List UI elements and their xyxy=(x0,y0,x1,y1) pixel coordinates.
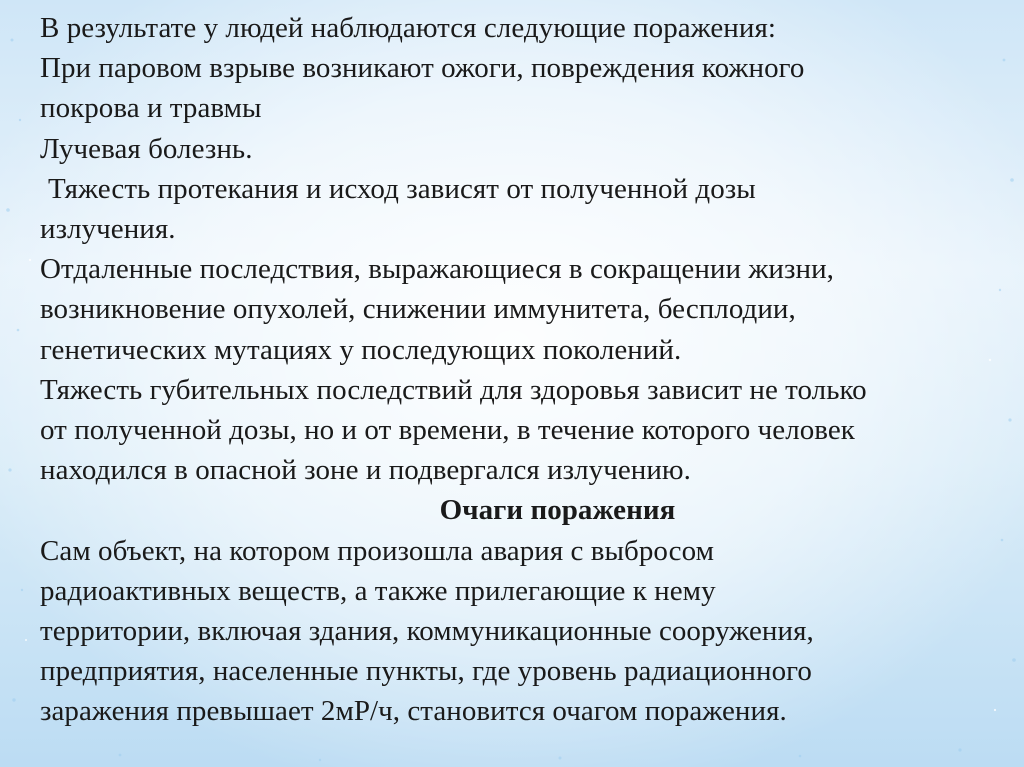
text-line: Тяжесть протекания и исход зависят от полученной дозы xyxy=(48,172,756,205)
text-line: заражения превышает 2мР/ч, становится очагом поражения. xyxy=(40,695,787,728)
text-line: генетических мутациях у последующих поколений. xyxy=(40,333,682,366)
text-line: предприятия, населенные пункты, где уровень радиационного xyxy=(40,655,812,688)
text-line: возникновение опухолей, снижении иммунитета, бесплодии, xyxy=(40,293,796,326)
text-line: от полученной дозы, но и от времени, в течение которого человек xyxy=(40,414,855,447)
text-line: находился в опасной зоне и подвергался излучению. xyxy=(40,454,691,487)
text-line: покрова и травмы xyxy=(40,92,262,125)
text-line: радиоактивных веществ, а также прилегающие к нему xyxy=(40,574,716,607)
text-line: территории, включая здания, коммуникационные сооружения, xyxy=(40,615,814,648)
text-line: В результате у людей наблюдаются следующие поражения: xyxy=(40,12,776,44)
text-line: Отдаленные последствия, выражающиеся в сокращении жизни, xyxy=(40,253,834,286)
text-line: излучения. xyxy=(40,213,176,246)
text-line: При паровом взрыве возникают ожоги, повреждения кожного xyxy=(40,52,805,85)
text-line: Сам объект, на котором произошла авария с выбросом xyxy=(40,534,714,567)
slide-text-block xyxy=(40,8,1015,732)
text-line: Лучевая болезнь. xyxy=(40,132,253,165)
text-line: Тяжесть губительных последствий для здоровья зависит не только xyxy=(40,373,867,406)
section-heading: Очаги поражения xyxy=(439,494,676,527)
